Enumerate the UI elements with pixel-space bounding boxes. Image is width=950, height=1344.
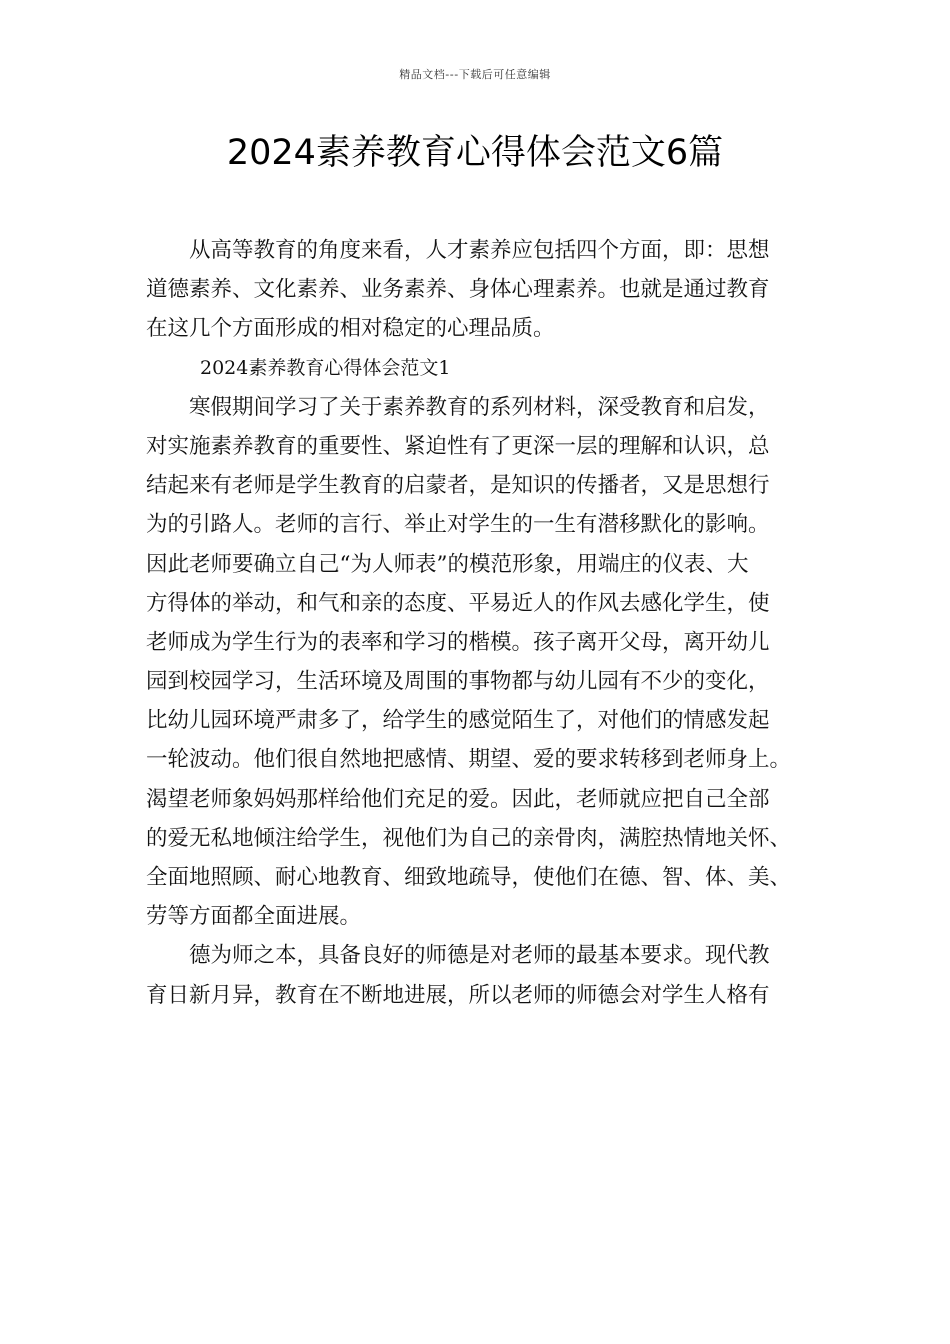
paragraph-line: 从高等教育的角度来看，人才素养应包括四个方面，即：思想 <box>189 238 770 263</box>
paragraph-line: 对实施素养教育的重要性、紧迫性有了更深一层的理解和认识，总 <box>146 433 770 459</box>
paragraph-line: 的爱无私地倾注给学生，视他们为自己的亲骨肉，满腔热情地关怀、 <box>146 825 792 851</box>
paragraph-line: 为的引路人。老师的言行、举止对学生的一生有潜移默化的影响。 <box>146 512 770 538</box>
paragraph-line: 道德素养、文化素养、业务素养、身体心理素养。也就是通过教育 <box>146 277 770 303</box>
body-text <box>146 231 818 1015</box>
paragraph-line: 全面地照顾、耐心地教育、细致地疏导，使他们在德、智、体、美、 <box>146 865 792 890</box>
paragraph-line: 因此老师要确立自己“为人师表”的模范形象，用端庄的仪表、大 <box>146 551 749 577</box>
paragraph-line: 比幼儿园环境严肃多了，给学生的感觉陌生了，对他们的情感发起 <box>146 708 770 734</box>
paragraph-line: 方得体的举动，和气和亲的态度、平易近人的作风去感化学生，使 <box>146 590 770 616</box>
paragraph-line: 德为师之本，具备良好的师德是对老师的最基本要求。现代教 <box>189 943 770 969</box>
paragraph-line: 老师成为学生行为的表率和学习的楷模。孩子离开父母，离开幼儿 <box>146 629 770 655</box>
paragraph-line: 在这几个方面形成的相对稳定的心理品质。 <box>146 316 555 342</box>
paragraph-line: 一轮波动。他们很自然地把感情、期望、爱的要求转移到老师身上。 <box>146 747 792 773</box>
paragraph-line: 寒假期间学习了关于素养教育的系列材料，深受教育和启发， <box>189 394 770 420</box>
paragraph-line: 育日新月异，教育在不断地进展，所以老师的师德会对学生人格有 <box>146 982 770 1008</box>
paragraph-line: 园到校园学习，生活环境及周围的事物都与幼儿园有不少的变化， <box>146 669 770 695</box>
section-heading: 2024素养教育心得体会范文1 <box>200 356 451 379</box>
paragraph-line: 结起来有老师是学生教育的启蒙者，是知识的传播者，又是思想行 <box>146 473 770 499</box>
paragraph-line: 劳等方面都全面进展。 <box>146 904 362 930</box>
page-title: 2024素养教育心得体会范文6篇 <box>226 133 724 173</box>
paragraph-line: 渴望老师象妈妈那样给他们充足的爱。因此，老师就应把自己全部 <box>146 786 770 812</box>
header-note: 精品文档---下载后可任意编辑 <box>399 68 551 81</box>
